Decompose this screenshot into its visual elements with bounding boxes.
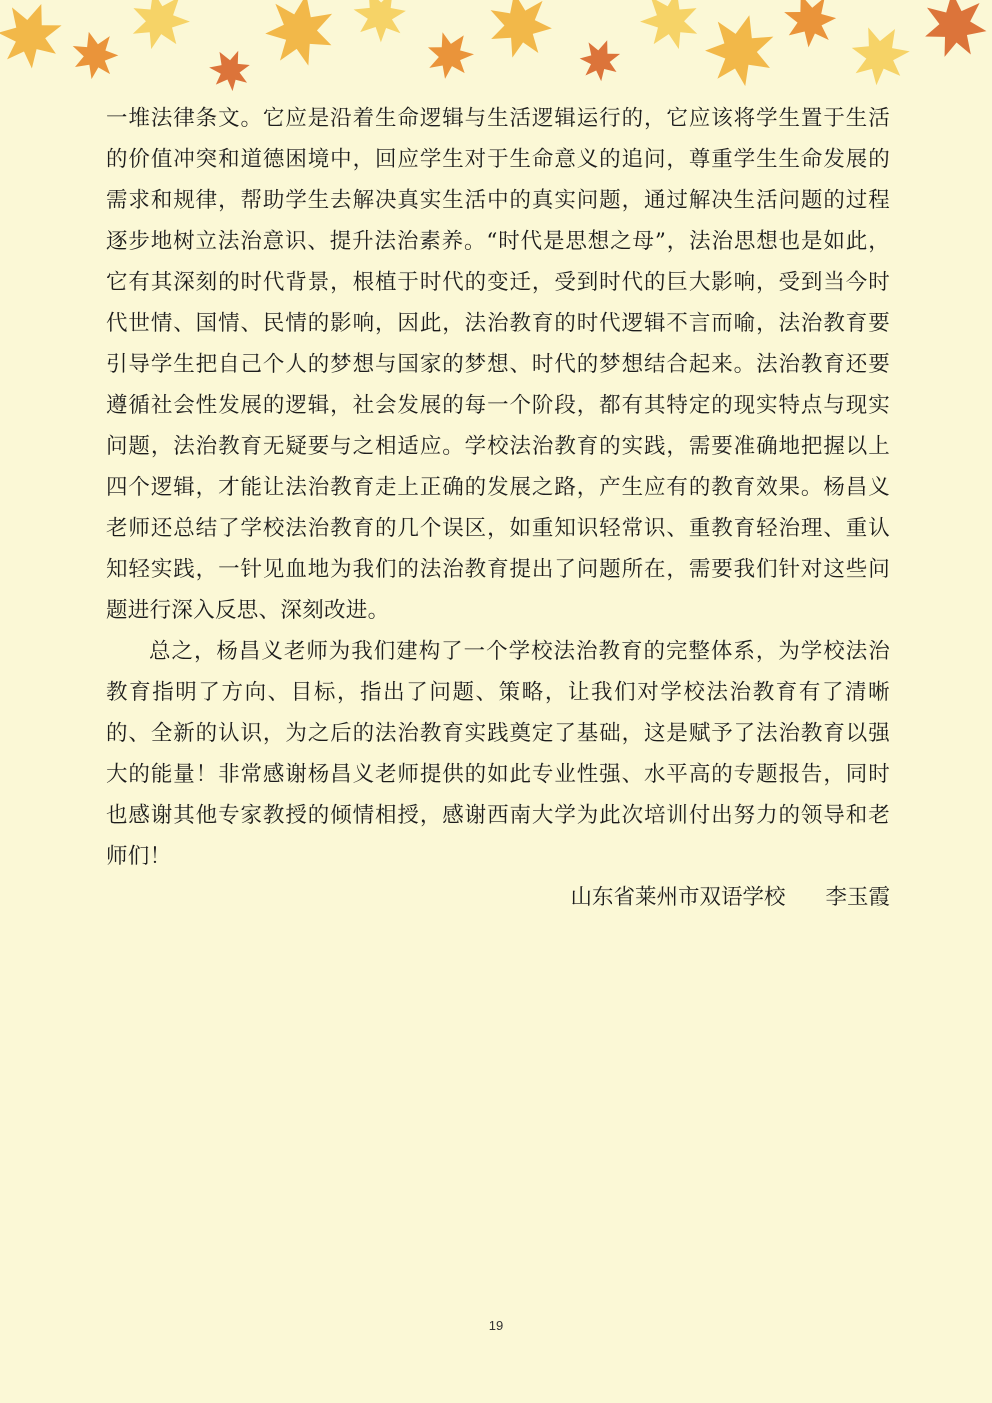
maple-leaf-icon <box>121 0 201 59</box>
maple-leaf-icon <box>346 0 414 48</box>
body-paragraph-2: 总之，杨昌义老师为我们建构了一个学校法治教育的完整体系，为学校法治教育指明了方向、目标，指出了问题、策略，让我们对学校法治教育有了清晰的、全新的认识，为之后的法治教育实践奠定了基础，这是赋予了法治教育以强大的能量！非常感谢杨昌义老师提供的如此专业性强、水平高的专题报告，同时也感谢其他专家教授的倾情相授，感谢西南大学为此次培训付出努力的领导和老师们！ <box>106 639 890 869</box>
maple-leaf-icon <box>419 22 482 86</box>
signature-school: 山东省莱州市双语学校 <box>570 885 786 910</box>
document-body <box>106 98 890 918</box>
signature-author: 李玉霞 <box>825 885 890 910</box>
page-number: 19 <box>488 1318 504 1333</box>
maple-leaf-icon <box>67 26 122 82</box>
body-paragraph-1: 一堆法律条文。它应是沿着生命逻辑与生活逻辑运行的，它应该将学生置于生活的价值冲突和道德困境中，回应学生对于生命意义的追问，尊重学生生命发展的需求和规律，帮助学生去解决真实生活中的真实问题，通过解决生活问题的过程逐步地树立法治意识、提升法治素养。“时代是思想之母”，法治思想也是如此，它有其深刻的时代背景，根植于时代的变迁，受到时代的巨大影响，受到当今时代世情、国情、民情的影响，因此，法治教育的时代逻辑不言而喻，法治教育要引导学生把自己个人的梦想与国家的梦想、时代的梦想结合起来。法治教育还要遵循社会性发展的逻辑，社会发展的每一个阶段，都有其特定的现实特点与现实问题，法治教育无疑要与之相适应。学校法治教育的实践，需要准确地把握以上四个逻辑，才能让法治教育走上正确的发展之路，产生应有的教育效果。杨昌义老师还总结了学校法治教育的几个误区，如重知识轻常识、重教育轻治理、重认知轻实践，一针见血地为我们的法治教育提出了问题所在，需要我们针对这些问题进行深入反思、深刻改进。 <box>106 106 890 623</box>
maple-leaf-icon <box>699 7 782 92</box>
maple-leaf-icon <box>203 42 257 97</box>
maple-leaf-icon <box>777 0 842 52</box>
maple-leaf-icon <box>261 0 339 69</box>
maple-leaf-icon <box>842 15 919 93</box>
maple-leaf-icon <box>484 0 556 61</box>
maple-leaf-icon <box>921 0 988 58</box>
maple-leaf-icon <box>575 34 626 86</box>
maple-leaf-icon <box>0 0 70 74</box>
signature-line <box>106 877 890 918</box>
maple-leaf-icon <box>629 0 709 59</box>
